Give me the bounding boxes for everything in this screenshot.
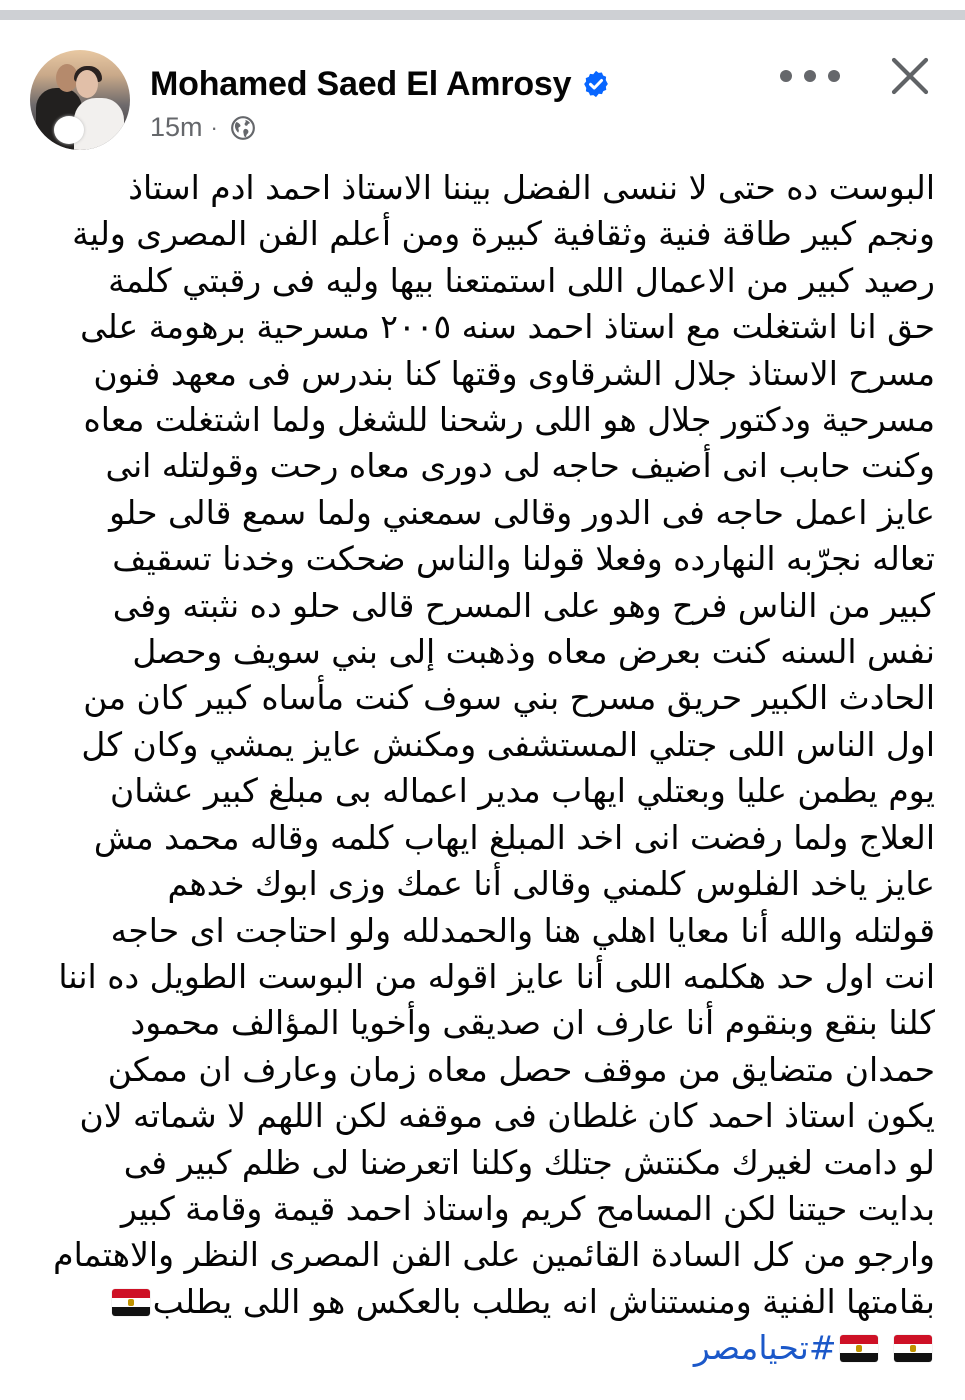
post-line: حق انا اشتغلت مع استاذ احمد سنه ٢٠٠٥ مسرحية برهومة على (80, 307, 935, 347)
post-line: مسرحية ودكتور جلال هو اللى رشحنا للشغل ولما اشتغلت معاه (83, 400, 935, 440)
post-line: قولتله والله أنا معايا اهلي هنا والحمدلله ولو احتاجت اى حاجه (110, 910, 935, 950)
post-line: انت اول حد هكلمه اللى أنا عايز اقوله من البوست الطويل ده اننا (58, 956, 935, 996)
hashtag-link[interactable]: #تحيامصر (693, 1328, 837, 1368)
timestamp[interactable]: 15m (150, 112, 203, 142)
author-name[interactable]: Mohamed Saed El Amrosy (150, 64, 572, 103)
hashtag-line (30, 1325, 935, 1371)
post-meta (150, 112, 256, 143)
meta-separator: · (210, 114, 218, 140)
post-line: ونجم كبير طاقة فنية وثقافية كبيرة ومن أعلم الفن المصرى ولية (72, 214, 935, 254)
close-icon (888, 54, 932, 98)
close-button[interactable] (888, 54, 932, 98)
post-header (0, 40, 965, 160)
globe-icon[interactable] (230, 115, 256, 141)
verified-badge-icon (581, 69, 611, 99)
post-line-last (30, 1279, 935, 1325)
post-line: يكون استاذ احمد كان غلطان فى موقفه لكن اللهم لا شماته لان (79, 1096, 935, 1136)
post-line: كلنا بنقع وبنقوم أنا عارف ان صديقى وأخويا المؤالف محمود (130, 1003, 935, 1043)
post-line: البوست ده حتى لا ننسى الفضل بيننا الاستاذ احمد ادم استاذ (128, 168, 935, 207)
post-line: بدايت حيتنا لكن المسامح كريم واستاذ احمد قيمة وقامة كبير (120, 1188, 935, 1228)
post-line: حمدان متضايق من موقف حصل معاه زمان وعارف ان ممكن (107, 1049, 935, 1089)
post-line: اول الناس اللى جتلي المستشفى ومكنش عايز يمشي وكان كل (81, 724, 935, 764)
post-line: رصيد كبير من الاعمال اللى استمتعنا بيها وليه فى رقبتي كلمة (108, 260, 935, 300)
avatar[interactable] (30, 50, 130, 150)
post-line: وارجو من كل السادة القائمين على الفن المصرى النظر والاهتمام (53, 1235, 935, 1275)
egypt-flag-icon (894, 1335, 932, 1362)
post-text (30, 165, 935, 1372)
egypt-flag-icon (112, 1289, 150, 1316)
more-horizontal-icon (780, 70, 792, 82)
post-line: عايز اعمل حاجه فى الدور وقالى سمعني ولما سمع قالى حلو (109, 492, 935, 532)
post-line: يوم يطمن عليا وبعتلي ايهاب مدير اعماله بى مبلغ كبير عشان (110, 771, 935, 811)
post-line: لو دامت لغيرك مكنتش جتلك وكلنا اتعرضنا لى ظلم كبير فى (123, 1142, 935, 1182)
post-line: مسرح الاستاذ جلال الشرقاوى وقتها كنا بندرس فى معهد فنون (93, 353, 935, 393)
author-row (150, 64, 611, 104)
post-line: نفس السنه كنت بعرض معاه وذهبت إلى بني سويف وحصل (132, 632, 935, 672)
post-line: وكنت حابب انى أضيف حاجه لى دورى معاه رحت وقولتله انى (105, 446, 935, 486)
post-line: الحادث الكبير حريق مسرح بني سوف كنت مأساه كبير كان من (83, 678, 935, 718)
post-line: تعاله نجرّبه النهارده وفعلا قولنا والناس ضحكت وخدنا تسقيف (112, 539, 935, 579)
post-line: كبير من الناس فرح وهو على المسرح قالى حلو ده نثبته وفى (112, 585, 935, 625)
post-line: بقامتها الفنية ومنستناش انه يطلب بالعكس هو اللى يطلب (152, 1281, 935, 1321)
post-line: عايز ياخد الفلوس كلمني وقالى أنا عمك وزى ابوك خدهم (167, 864, 935, 904)
post-line: العلاج ولما رفضت انى اخد المبلغ ايهاب كلمه وقاله محمد مش (93, 817, 935, 857)
more-options-button[interactable] (780, 64, 840, 88)
top-divider-bar (0, 10, 965, 20)
egypt-flag-icon (840, 1335, 878, 1362)
